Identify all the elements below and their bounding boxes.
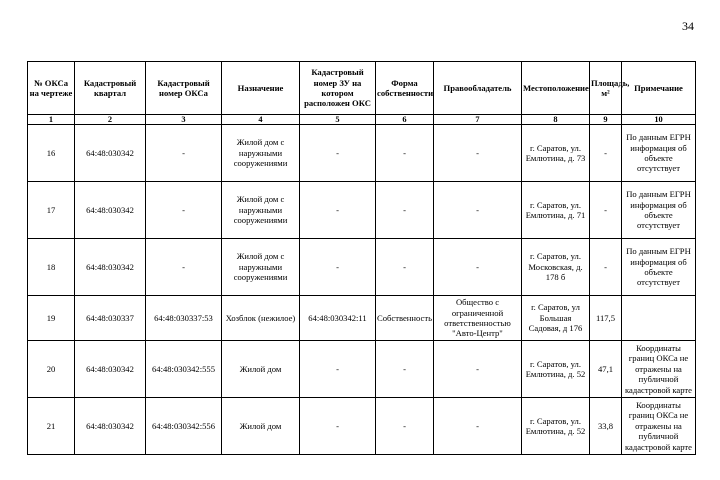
ownership-form-cell: - <box>376 341 434 398</box>
table-row <box>28 182 696 239</box>
purpose-cell: Жилой дом <box>222 341 300 398</box>
row-number-cell: 18 <box>28 239 75 296</box>
area-cell: 47,1 <box>590 341 622 398</box>
page-number: 34 <box>682 19 694 33</box>
cadastral-quarter-cell: 64:48:030342 <box>75 398 146 455</box>
cadastral-quarter-cell: 64:48:030342 <box>75 239 146 296</box>
owner-cell: - <box>434 182 522 239</box>
owner-cell: - <box>434 398 522 455</box>
area-cell: 33,8 <box>590 398 622 455</box>
header-cell: Назначение <box>222 62 300 115</box>
row-number-cell: 16 <box>28 125 75 182</box>
cadastral-quarter-cell: 64:48:030337 <box>75 296 146 341</box>
owner-cell: Общество с ограниченной ответственностью "Авто-Центр" <box>434 296 522 341</box>
note-cell <box>622 296 696 341</box>
cadastral-number-cell: 64:48:030342:556 <box>146 398 222 455</box>
header-cell: Форма собственности <box>376 62 434 115</box>
note-cell: Координаты границ ОКСа не отражены на публичной кадастровой карте <box>622 341 696 398</box>
land-cadastral-number-cell: - <box>300 182 376 239</box>
location-cell: г. Саратов, ул. Емлютина, д. 52 <box>522 398 590 455</box>
column-number: 2 <box>75 115 146 125</box>
land-cadastral-number-cell: - <box>300 341 376 398</box>
column-number: 1 <box>28 115 75 125</box>
ownership-form-cell: - <box>376 182 434 239</box>
ownership-form-cell: - <box>376 398 434 455</box>
land-cadastral-number-cell: - <box>300 125 376 182</box>
cadastral-number-cell: 64:48:030342:555 <box>146 341 222 398</box>
table-header-row <box>28 62 696 115</box>
header-cell: № ОКСа на чертеже <box>28 62 75 115</box>
table-row <box>28 125 696 182</box>
note-cell: Координаты границ ОКСа не отражены на публичной кадастровой карте <box>622 398 696 455</box>
header-cell: Правообладатель <box>434 62 522 115</box>
capital-objects-table <box>27 61 696 455</box>
table-row <box>28 239 696 296</box>
purpose-cell: Жилой дом <box>222 398 300 455</box>
area-cell: 117,5 <box>590 296 622 341</box>
land-cadastral-number-cell: 64:48:030342:11 <box>300 296 376 341</box>
cadastral-number-cell: - <box>146 182 222 239</box>
row-number-cell: 20 <box>28 341 75 398</box>
column-number-row <box>28 115 696 125</box>
column-number: 5 <box>300 115 376 125</box>
purpose-cell: Жилой дом с наружными сооружениями <box>222 239 300 296</box>
owner-cell: - <box>434 239 522 296</box>
cadastral-number-cell: - <box>146 125 222 182</box>
area-cell: - <box>590 182 622 239</box>
area-cell: - <box>590 239 622 296</box>
location-cell: г. Саратов, ул. Московская, д. 178 б <box>522 239 590 296</box>
area-cell: - <box>590 125 622 182</box>
land-cadastral-number-cell: - <box>300 398 376 455</box>
ownership-form-cell: Собственность <box>376 296 434 341</box>
cadastral-quarter-cell: 64:48:030342 <box>75 182 146 239</box>
cadastral-quarter-cell: 64:48:030342 <box>75 341 146 398</box>
location-cell: г. Саратов, ул. Емлютина, д. 71 <box>522 182 590 239</box>
column-number: 4 <box>222 115 300 125</box>
column-number: 8 <box>522 115 590 125</box>
location-cell: г. Саратов, ул. Емлютина, д. 73 <box>522 125 590 182</box>
cadastral-quarter-cell: 64:48:030342 <box>75 125 146 182</box>
header-cell: Местоположение <box>522 62 590 115</box>
ownership-form-cell: - <box>376 125 434 182</box>
purpose-cell: Жилой дом с наружными сооружениями <box>222 125 300 182</box>
column-number: 7 <box>434 115 522 125</box>
row-number-cell: 21 <box>28 398 75 455</box>
table-row <box>28 398 696 455</box>
header-cell: Примечание <box>622 62 696 115</box>
purpose-cell: Жилой дом с наружными сооружениями <box>222 182 300 239</box>
header-cell: Кадастровый квартал <box>75 62 146 115</box>
header-cell: Кадастровый номер ОКСа <box>146 62 222 115</box>
location-cell: г. Саратов, ул. Емлютина, д. 52 <box>522 341 590 398</box>
column-number: 9 <box>590 115 622 125</box>
location-cell: г. Саратов, ул Большая Садовая, д 176 <box>522 296 590 341</box>
table-row <box>28 296 696 341</box>
cadastral-number-cell: 64:48:030337:53 <box>146 296 222 341</box>
row-number-cell: 17 <box>28 182 75 239</box>
note-cell: По данным ЕГРН информация об объекте отсутствует <box>622 182 696 239</box>
note-cell: По данным ЕГРН информация об объекте отсутствует <box>622 125 696 182</box>
row-number-cell: 19 <box>28 296 75 341</box>
cadastral-number-cell: - <box>146 239 222 296</box>
purpose-cell: Хозблок (нежилое) <box>222 296 300 341</box>
header-cell: Площадь, м² <box>590 62 622 115</box>
owner-cell: - <box>434 125 522 182</box>
land-cadastral-number-cell: - <box>300 239 376 296</box>
column-number: 10 <box>622 115 696 125</box>
column-number: 6 <box>376 115 434 125</box>
owner-cell: - <box>434 341 522 398</box>
note-cell: По данным ЕГРН информация об объекте отсутствует <box>622 239 696 296</box>
header-cell: Кадастровый номер ЗУ на котором расположен ОКС <box>300 62 376 115</box>
ownership-form-cell: - <box>376 239 434 296</box>
table-row <box>28 341 696 398</box>
column-number: 3 <box>146 115 222 125</box>
